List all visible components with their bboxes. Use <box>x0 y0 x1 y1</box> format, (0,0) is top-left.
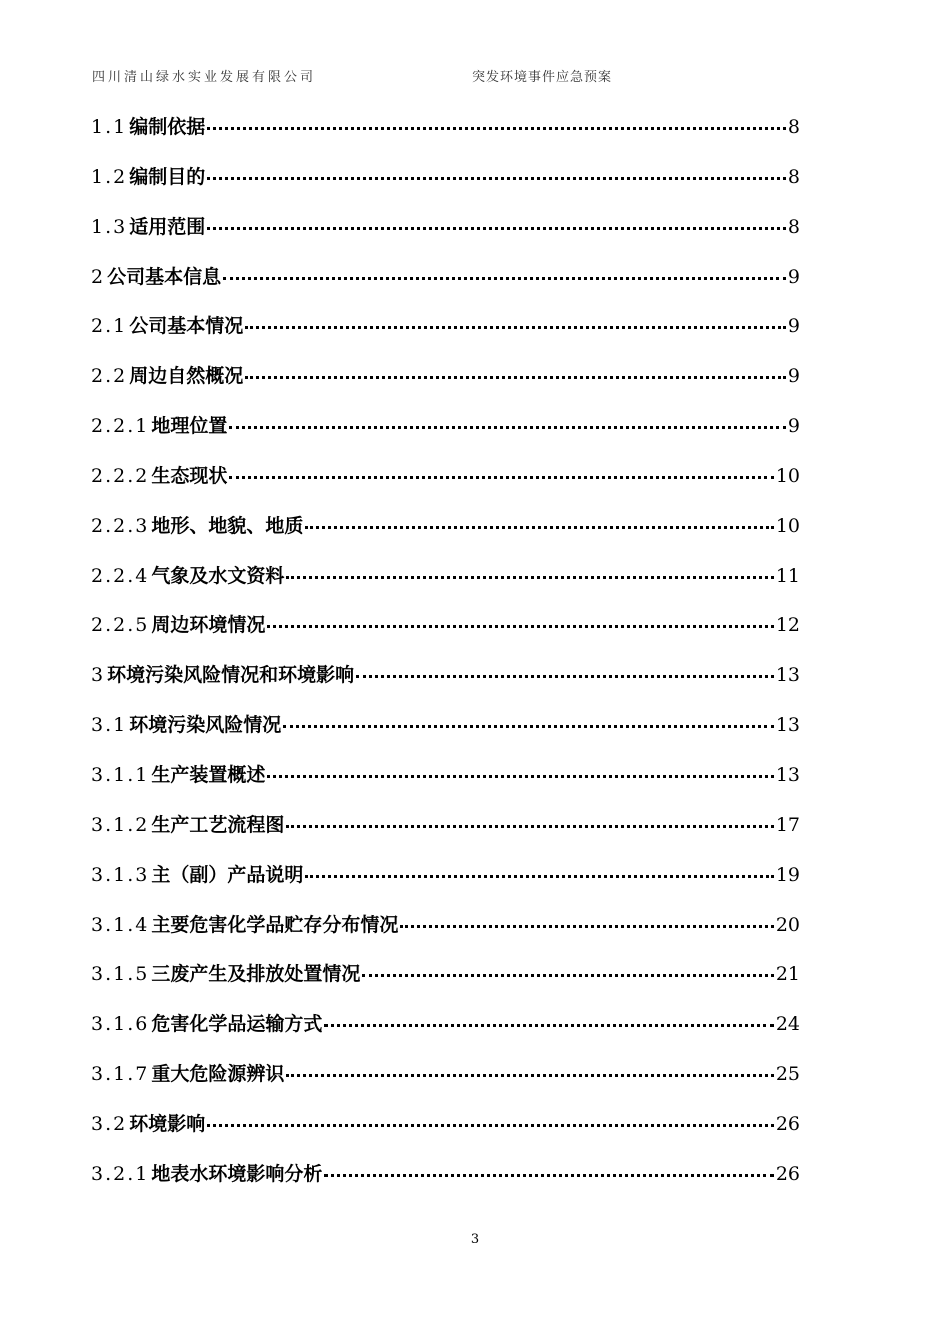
toc-entry-title: 主（副）产品说明 <box>151 863 304 886</box>
toc-entry-page: 25 <box>775 1063 800 1086</box>
toc-entry-page: 9 <box>787 265 800 288</box>
toc-entry-title: 适用范围 <box>129 215 206 238</box>
toc-entry[interactable] <box>91 262 800 312</box>
toc-entry[interactable] <box>91 411 800 461</box>
toc-entry-title: 生态现状 <box>151 464 228 487</box>
toc-entry-page: 21 <box>775 963 800 986</box>
toc-entry-number: 3 <box>91 664 106 687</box>
toc-entry-title: 气象及水文资料 <box>151 564 285 587</box>
toc-dot-leader <box>223 262 786 292</box>
toc-dot-leader <box>356 660 774 690</box>
toc-dot-leader <box>207 162 786 192</box>
toc-dot-leader <box>324 1159 773 1189</box>
toc-entry-title: 环境影响 <box>129 1112 206 1135</box>
toc-entry[interactable] <box>91 361 800 411</box>
toc-entry[interactable] <box>91 810 800 860</box>
toc-entry-number: 3.1.1 <box>91 763 150 786</box>
toc-entry-number: 3.2 <box>91 1112 128 1135</box>
toc-entry-title: 编制依据 <box>129 116 206 138</box>
toc-entry[interactable] <box>91 511 800 561</box>
toc-entry-number: 2.2.2 <box>91 464 150 487</box>
toc-entry[interactable] <box>91 660 800 710</box>
toc-entry-number: 1.1 <box>91 116 128 138</box>
toc-entry[interactable] <box>91 461 800 511</box>
toc-entry-title: 编制目的 <box>129 165 206 188</box>
toc-entry-title: 生产装置概述 <box>151 763 266 786</box>
toc-entry-page: 13 <box>775 763 800 786</box>
toc-entry-page: 13 <box>775 664 800 687</box>
toc-entry[interactable] <box>91 610 800 660</box>
toc-entry-page: 9 <box>787 365 800 388</box>
toc-dot-leader <box>286 1059 773 1089</box>
toc-dot-leader <box>324 1009 773 1039</box>
toc-entry[interactable] <box>91 959 800 1009</box>
toc-dot-leader <box>207 112 786 142</box>
toc-entry-number: 3.1.5 <box>91 963 150 986</box>
page-number: 3 <box>470 1232 480 1247</box>
toc-entry-title: 环境污染风险情况 <box>129 714 282 737</box>
toc-dot-leader <box>305 511 773 541</box>
toc-entry-number: 2.2.3 <box>91 514 150 537</box>
toc-entry-title: 地形、地貌、地质 <box>151 514 304 537</box>
toc-dot-leader <box>229 411 786 441</box>
toc-entry-title: 主要危害化学品贮存分布情况 <box>151 913 399 936</box>
toc-entry[interactable] <box>91 561 800 611</box>
toc-dot-leader <box>286 561 773 591</box>
toc-entry[interactable] <box>91 1109 800 1159</box>
toc-entry-number: 1.3 <box>91 215 128 238</box>
toc-entry-page: 26 <box>775 1112 800 1135</box>
toc-entry-number: 1.2 <box>91 165 128 188</box>
toc-entry-page: 8 <box>787 215 800 238</box>
toc-dot-leader <box>362 959 773 989</box>
toc-entry-page: 11 <box>775 564 800 587</box>
toc-entry[interactable] <box>91 910 800 960</box>
toc-entry-number: 2.2.1 <box>91 415 150 438</box>
toc-entry-page: 26 <box>775 1162 800 1185</box>
toc-entry-number: 3.1.2 <box>91 813 150 836</box>
toc-entry-page: 9 <box>787 315 800 338</box>
toc-entry-title: 公司基本情况 <box>129 315 244 338</box>
toc-entry[interactable] <box>91 760 800 810</box>
toc-entry-page: 17 <box>775 813 800 836</box>
toc-entry-number: 2.2.4 <box>91 564 150 587</box>
toc-entry-page: 12 <box>775 614 800 637</box>
toc-entry[interactable] <box>91 311 800 361</box>
toc-entry-number: 2 <box>91 265 106 288</box>
toc-dot-leader <box>267 760 773 790</box>
toc-entry-page: 13 <box>775 714 800 737</box>
toc-entry-title: 生产工艺流程图 <box>151 813 285 836</box>
toc-entry-number: 3.1.4 <box>91 913 150 936</box>
toc-entry-number: 2.1 <box>91 315 128 338</box>
toc-entry-title: 三废产生及排放处置情况 <box>151 963 361 986</box>
toc-entry-number: 3.1.7 <box>91 1063 150 1086</box>
toc-dot-leader <box>286 810 773 840</box>
toc-entry-title: 周边自然概况 <box>129 365 244 388</box>
toc-entry-page: 8 <box>787 116 800 138</box>
toc-entry-number: 3.1.6 <box>91 1013 150 1036</box>
toc-entry-number: 2.2.5 <box>91 614 150 637</box>
toc-dot-leader <box>267 610 773 640</box>
toc-entry[interactable] <box>91 212 800 262</box>
toc-dot-leader <box>400 910 773 940</box>
table-of-contents <box>91 112 800 1209</box>
toc-dot-leader <box>229 461 773 491</box>
toc-entry-title: 周边环境情况 <box>151 614 266 637</box>
toc-entry-number: 2.2 <box>91 365 128 388</box>
toc-entry-title: 公司基本信息 <box>107 265 222 288</box>
toc-entry[interactable] <box>91 112 800 162</box>
toc-entry-title: 地理位置 <box>151 415 228 438</box>
toc-entry[interactable] <box>91 1059 800 1109</box>
toc-dot-leader <box>207 1109 774 1139</box>
toc-entry-title: 重大危险源辨识 <box>151 1063 285 1086</box>
toc-entry-page: 9 <box>787 415 800 438</box>
toc-entry[interactable] <box>91 1009 800 1059</box>
toc-entry[interactable] <box>91 1159 800 1209</box>
toc-entry-title: 环境污染风险情况和环境影响 <box>107 664 355 687</box>
toc-entry-page: 10 <box>775 514 800 537</box>
document-title: 突发环境事件应急预案 <box>472 70 613 85</box>
toc-entry-number: 3.2.1 <box>91 1162 150 1185</box>
toc-dot-leader <box>245 311 786 341</box>
toc-entry-number: 3.1 <box>91 714 128 737</box>
toc-entry-page: 19 <box>775 863 800 886</box>
company-name: 四川清山绿水实业发展有限公司 <box>92 70 317 85</box>
toc-dot-leader <box>245 361 786 391</box>
toc-entry[interactable] <box>91 162 800 212</box>
toc-entry[interactable] <box>91 860 800 910</box>
toc-entry-page: 20 <box>775 913 800 936</box>
toc-entry-number: 3.1.3 <box>91 863 150 886</box>
toc-entry-title: 地表水环境影响分析 <box>151 1162 323 1185</box>
toc-entry[interactable] <box>91 710 800 760</box>
toc-entry-title: 危害化学品运输方式 <box>151 1013 323 1036</box>
toc-dot-leader <box>283 710 774 740</box>
toc-dot-leader <box>305 860 773 890</box>
page-header <box>92 66 812 88</box>
toc-entry-page: 10 <box>775 464 800 487</box>
toc-dot-leader <box>207 212 786 242</box>
toc-entry-page: 8 <box>787 165 800 188</box>
toc-entry-page: 24 <box>775 1013 800 1036</box>
